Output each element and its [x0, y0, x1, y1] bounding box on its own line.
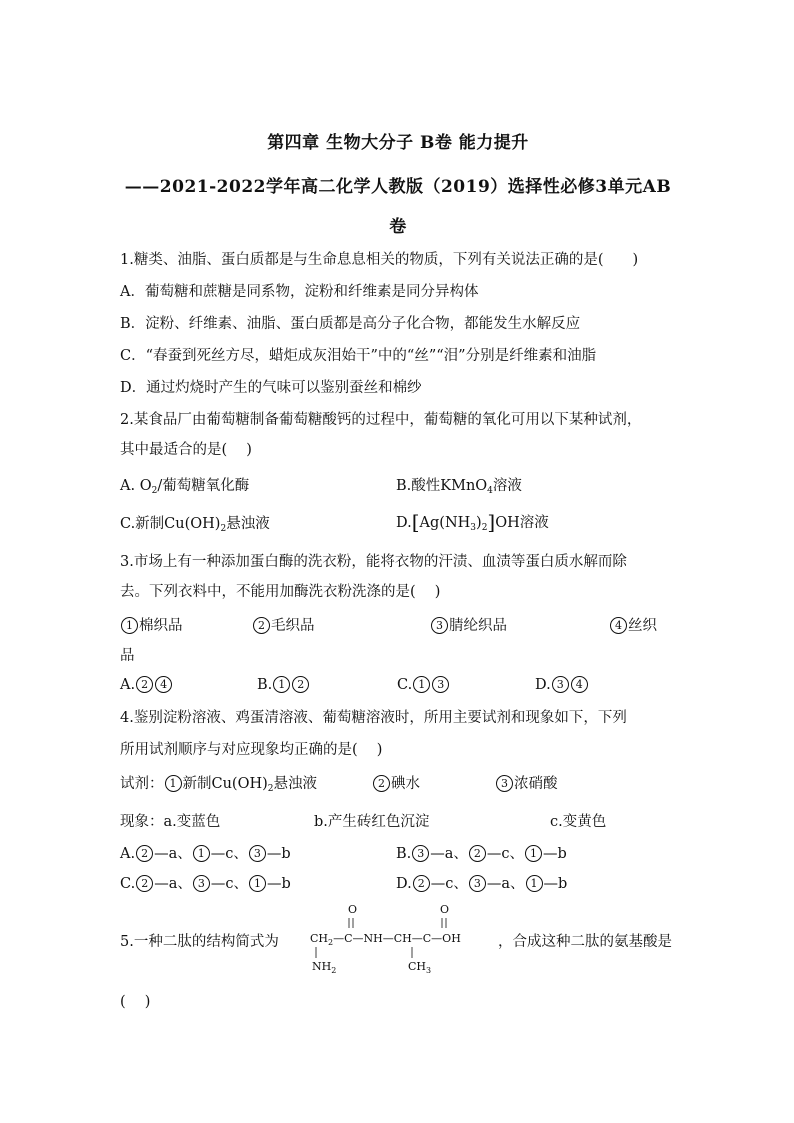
q3-item-1-text: 棉织品 [139, 618, 183, 634]
q2-b-text: B.酸性KMnO [396, 478, 488, 494]
q4-c-label: C. [120, 876, 136, 892]
circled-number: 2 [373, 775, 390, 792]
q4-reagent-label: 试剂： [120, 776, 164, 792]
q3-item-4 [609, 614, 657, 635]
q4-r1-text2: 悬浊液 [273, 776, 318, 792]
circled-number: 3 [412, 845, 429, 862]
q3-item-2 [252, 614, 315, 635]
circled-number: 2 [413, 875, 430, 892]
q1-option-a: A．葡萄糖和蔗糖是同系物，淀粉和纤维素是同分异构体 [120, 284, 479, 300]
q4-b-sep1: —a、 [430, 846, 468, 862]
structure-carbonyl-o1: O [348, 903, 358, 916]
q4-a-sep2: —c、 [210, 846, 248, 862]
q4-phen-a: a.变蓝色 [163, 814, 221, 830]
circled-number: 3 [431, 617, 448, 634]
q4-b-sep2: —c、 [486, 846, 525, 862]
q2-d-label: D. [396, 515, 412, 531]
q4-reagent-3 [495, 772, 558, 793]
q3-d-label: D. [535, 677, 551, 693]
circled-number: 2 [136, 875, 153, 892]
q3-item-3-text: 腈纶织品 [449, 618, 507, 634]
q4-phen-label: 现象： [120, 814, 164, 830]
q2-d-right-bracket: ] [487, 510, 496, 534]
q3-option-d [535, 676, 589, 693]
circled-number: 4 [155, 676, 172, 693]
q4-d-sep2: —a、 [486, 876, 525, 892]
q5-stem-post: ，合成这种二肽的氨基酸是 [498, 934, 672, 950]
circled-number: 2 [469, 845, 486, 862]
q4-phen-c: c.变黄色 [550, 814, 607, 830]
q5-answer-paren: ( ) [120, 994, 151, 1010]
circled-number: 2 [136, 676, 153, 693]
structure-ch2: CH [310, 932, 329, 945]
q2-d-text2: OH溶液 [495, 515, 549, 531]
q4-b-sep3: —b [543, 846, 567, 862]
circled-number: 1 [413, 676, 430, 693]
q3-stem-line1: 3.市场上有一种添加蛋白酶的洗衣粉，能将衣物的汗渍、血渍等蛋白质水解而除 [120, 554, 627, 570]
structure-ch-sub: 3 [426, 966, 432, 975]
circled-number: 4 [610, 617, 627, 634]
q1-option-d: D．通过灼烧时产生的气味可以鉴别蚕丝和棉纱 [120, 380, 422, 396]
q5-stem-pre: 5.一种二肽的结构简式为 [120, 934, 279, 950]
structure-chain-rest: —C—NH—CH—C—OH [333, 932, 461, 945]
circled-number: 3 [552, 676, 569, 693]
q2-d-left-bracket: [ [411, 510, 420, 534]
q1-stem: 1.糖类、油脂、蛋白质都是与生命息息相关的物质，下列有关说法正确的是( ) [120, 252, 639, 268]
q3-item-2-text: 毛织品 [271, 618, 315, 634]
q2-d-sub3: 3 [470, 523, 477, 533]
structure-main-chain [310, 932, 461, 947]
circled-number: 1 [249, 875, 266, 892]
circled-number: 3 [249, 845, 266, 862]
q4-d-sep1: —c、 [430, 876, 468, 892]
q4-stem-line1: 4.鉴别淀粉溶液、鸡蛋清溶液、葡萄糖溶液时，所用主要试剂和现象如下，下列 [120, 710, 627, 726]
q3-item-4-wrap: 品 [120, 648, 135, 664]
q3-item-4-text: 丝织 [628, 618, 657, 634]
circled-number: 1 [525, 845, 542, 862]
q2-stem-line2: 其中最适合的是( ) [120, 442, 252, 458]
q3-a-label: A. [120, 677, 136, 693]
q4-d-label: D. [396, 876, 412, 892]
q2-d-paren: ) [476, 515, 482, 531]
q2-c-text2: 悬浊液 [226, 516, 270, 532]
q4-r1-sub: 2 [267, 784, 274, 794]
q3-item-3 [430, 614, 507, 635]
q4-a-sep3: —b [266, 846, 291, 862]
q4-r1-text: 新制Cu(OH) [182, 776, 268, 792]
q2-option-a [120, 474, 249, 496]
q3-option-a [120, 676, 173, 693]
q4-d-sep3: —b [543, 876, 568, 892]
q4-reagent-2 [372, 772, 420, 793]
q4-r2-text: 碘水 [391, 776, 420, 792]
doc-title-line1: 第四章 生物大分子 B卷 能力提升 [267, 133, 529, 153]
circled-number: 1 [121, 617, 138, 634]
q3-option-b [257, 676, 310, 693]
q1-option-c: C．“春蚕到死丝方尽，蜡炬成灰泪始干”中的“丝”“泪”分别是纤维素和油脂 [120, 348, 597, 364]
circled-number: 3 [432, 676, 449, 693]
q2-a-text: A. O [120, 478, 152, 494]
q2-c-sub: 2 [220, 524, 227, 534]
q4-option-a [120, 842, 291, 863]
q2-c-text: C.新制Cu(OH) [120, 516, 221, 532]
circled-number: 1 [273, 676, 290, 693]
q2-option-c [120, 512, 270, 534]
structure-ch2-sub: 2 [328, 938, 334, 947]
circled-number: 4 [571, 676, 588, 693]
q4-option-b [396, 842, 567, 863]
q4-c-sep2: —c、 [210, 876, 248, 892]
q2-a-text2: /葡萄糖氧化酶 [157, 478, 250, 494]
q2-d-text: Ag(NH [419, 515, 471, 531]
q2-a-sub: 2 [151, 486, 158, 496]
dipeptide-structure [308, 898, 498, 978]
q2-b-sub: 4 [487, 486, 493, 496]
q4-c-sep1: —a、 [154, 876, 192, 892]
circled-number: 1 [193, 845, 210, 862]
circled-number: 3 [193, 875, 210, 892]
q2-d-sub2: 2 [481, 523, 488, 533]
q4-option-c [120, 872, 291, 893]
q3-c-label: C. [397, 677, 413, 693]
q3-stem-line2: 去。下列衣料中，不能用加酶洗衣粉洗涤的是( ) [120, 584, 441, 600]
q4-option-d [396, 872, 567, 893]
q4-phenomena [120, 810, 220, 831]
q4-a-sep1: —a、 [154, 846, 192, 862]
structure-nh2 [312, 960, 336, 975]
structure-carbonyl-o2: O [440, 903, 450, 916]
q3-item-1 [120, 614, 183, 635]
q3-option-c [397, 676, 450, 693]
q4-c-sep3: —b [266, 876, 291, 892]
q2-option-b [396, 474, 522, 496]
q2-stem-line1: 2.某食品厂由葡萄糖制备葡萄糖酸钙的过程中，葡萄糖的氧化可用以下某种试剂， [120, 412, 642, 428]
q4-b-label: B. [396, 846, 412, 862]
q1-option-b: B．淀粉、纤维素、油脂、蛋白质都是高分子化合物，都能发生水解反应 [120, 316, 581, 332]
circled-number: 1 [526, 875, 543, 892]
q4-r3-text: 浓硝酸 [514, 776, 558, 792]
q4-a-label: A. [120, 846, 136, 862]
q4-reagents [120, 772, 317, 794]
circled-number: 3 [469, 875, 486, 892]
circled-number: 2 [292, 676, 309, 693]
q2-option-d [396, 510, 549, 534]
structure-ch3 [408, 960, 431, 975]
structure-nh-sub: 2 [331, 966, 337, 975]
circled-number: 1 [165, 775, 182, 792]
circled-number: 3 [496, 775, 513, 792]
circled-number: 2 [136, 845, 153, 862]
doc-title-line2: ——2021-2022学年高二化学人教版（2019）选择性必修3单元AB [124, 177, 672, 197]
structure-nh: NH [312, 960, 332, 973]
q3-b-label: B. [257, 677, 273, 693]
q2-b-text2: 溶液 [492, 478, 522, 494]
circled-number: 2 [253, 617, 270, 634]
q4-phen-b: b.产生砖红色沉淀 [314, 814, 430, 830]
doc-title-line3: 卷 [389, 217, 407, 237]
structure-ch: CH [408, 960, 427, 973]
q4-stem-line2: 所用试剂顺序与对应现象均正确的是( ) [120, 742, 383, 758]
